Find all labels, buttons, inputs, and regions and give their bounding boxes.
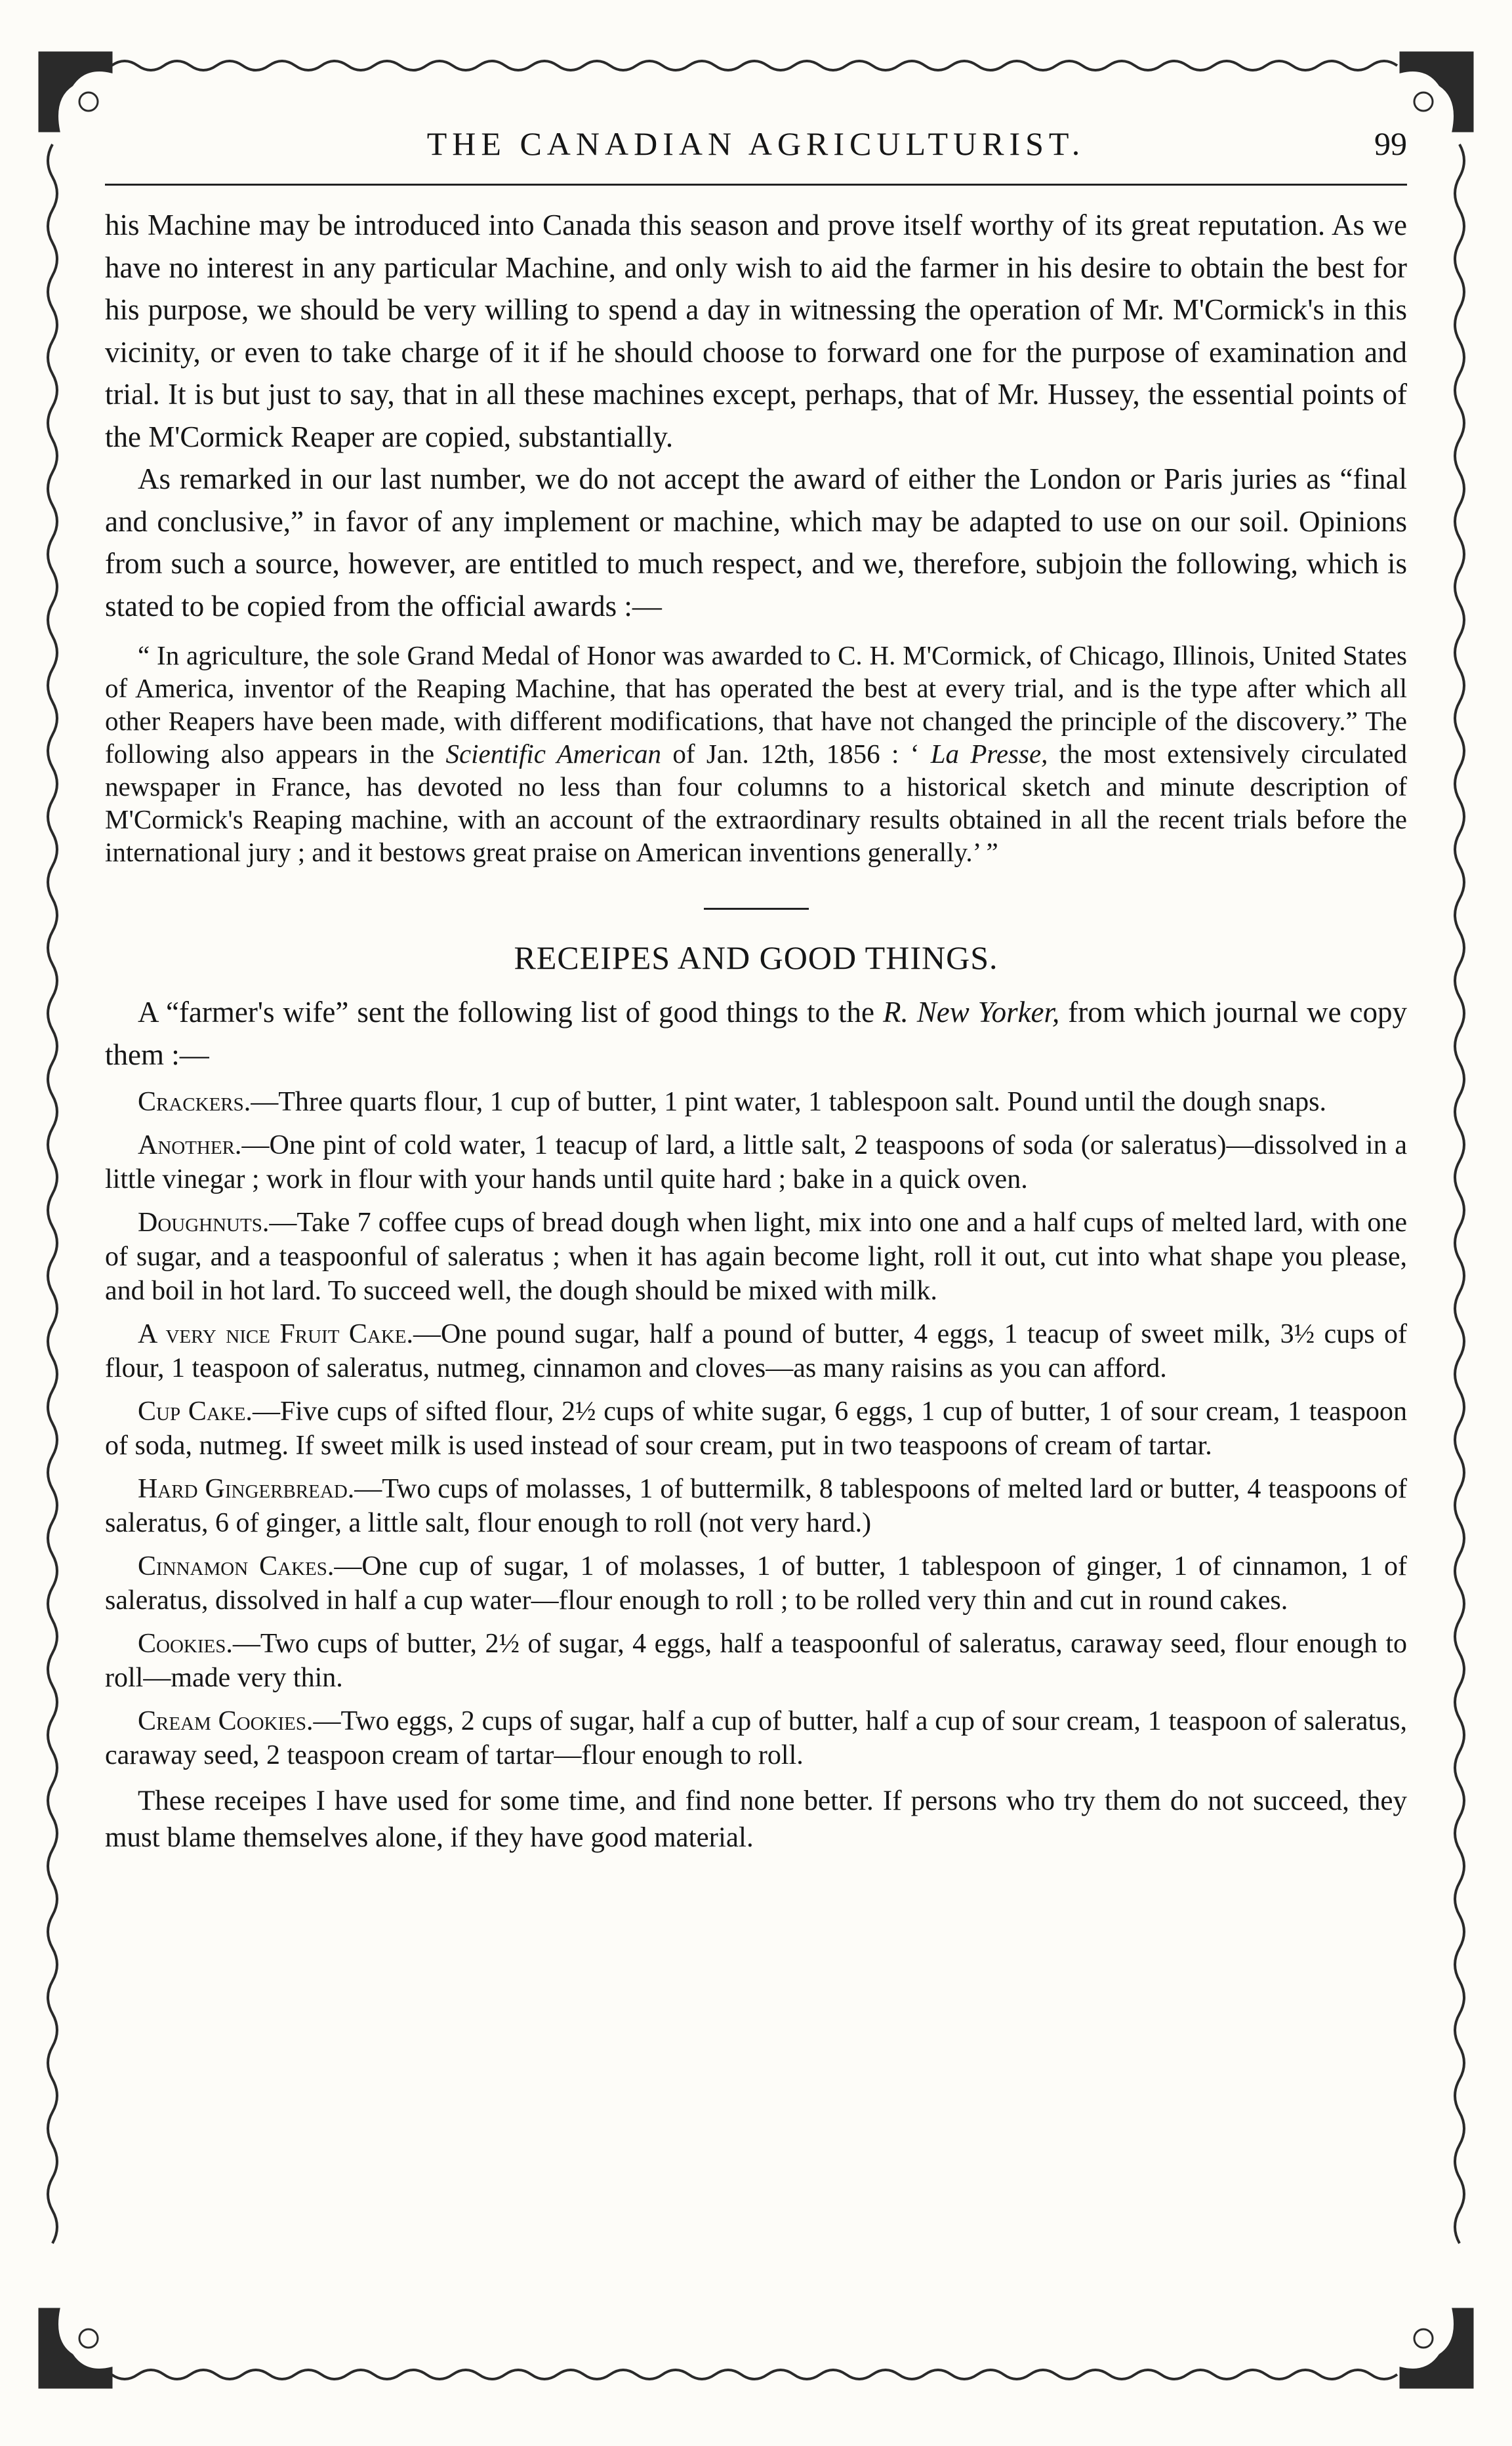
recipe-item [105, 1704, 1407, 1772]
newspaper-name: La Presse, [930, 739, 1048, 769]
intro-text: from which journal we copy them :— [105, 996, 1407, 1071]
recipe-text: —Take 7 coffee cups of bread dough when light, mix into one and a half cups of melted lard, with one of sugar, and a teaspoonful of saleratus ; when it has again become light, roll it out, cut into what shape you please, and boil in hot lard. To succeed well, the dough should be mixed with milk. [105, 1208, 1407, 1306]
recipe-text: —One pound sugar, half a pound of butter, 4 eggs, 1 teacup of sweet milk, 3½ cups of flour, 1 teaspoon of saleratus, nutmeg, cinnamon and cloves—as many raisins as you can afford. [105, 1319, 1407, 1383]
quoted-award [105, 639, 1407, 868]
recipe-text: —Five cups of sifted flour, 2½ cups of white sugar, 6 eggs, 1 cup of butter, 1 of sour cream, 1 teaspoon of soda, nutmeg. If sweet milk is used instead of sour cream, put in two teaspoons of cream of tartar. [105, 1396, 1407, 1461]
newspaper-name: R. New Yorker, [883, 996, 1060, 1029]
recipe-name: A very nice Fruit Cake. [138, 1319, 413, 1349]
recipe-item [105, 1206, 1407, 1308]
recipe-item [105, 1085, 1407, 1119]
recipe-name: Cream Cookies. [138, 1706, 314, 1736]
recipe-name: Another. [138, 1130, 242, 1160]
recipe-name: Cookies. [138, 1629, 233, 1659]
header-rule [105, 184, 1407, 186]
recipe-name: Cup Cake. [138, 1396, 253, 1427]
recipe-item [105, 1317, 1407, 1385]
section-title: RECEIPES AND GOOD THINGS. [514, 939, 998, 976]
recipe-name: Crackers. [138, 1087, 251, 1117]
recipe-text: —Two cups of butter, 2½ of sugar, 4 eggs, half a teaspoonful of saleratus, caraway seed, flour enough to roll—made very thin. [105, 1629, 1407, 1693]
recipe-item [105, 1472, 1407, 1540]
recipe-text: —One pint of cold water, 1 teacup of lard, a little salt, 2 teaspoons of soda (or saleratus)—dissolved in a little vinegar ; work in flour with your hands until quite hard ; bake in a quick oven. [105, 1130, 1407, 1194]
recipe-name: Hard Gingerbread. [138, 1474, 355, 1504]
recipe-text: —Three quarts flour, 1 cup of butter, 1 pint water, 1 tablespoon salt. Pound until the dough snaps. [251, 1087, 1326, 1117]
journal-title: THE CANADIAN AGRICULTURIST. [426, 125, 1086, 162]
recipe-text: —Two eggs, 2 cups of sugar, half a cup of butter, half a cup of sour cream, 1 teaspoon of saleratus, caraway seed, 2 teaspoon cream of tartar—flour enough to roll. [105, 1706, 1407, 1770]
journal-name: Scientific American [445, 739, 661, 769]
quote-text: “ In agriculture, the sole Grand Medal of Honor was awarded to C. H. M'Cormick, of Chicago, Illinois, United States of America, inventor of the Reaping Machine, that has operated the best at every trial, and is the type after which all other Reapers have been made, with different modifications, that have not changed the principle of the discovery.” The following also appears in the [105, 640, 1407, 769]
recipe-item [105, 1627, 1407, 1695]
recipe-item [105, 1128, 1407, 1196]
recipe-text: —One cup of sugar, 1 of molasses, 1 of butter, 1 tablespoon of ginger, 1 of cinnamon, 1 of saleratus, dissolved in half a cup water—flour enough to roll ; to be rolled very thin and cut in round cakes. [105, 1551, 1407, 1616]
article-paragraph: As remarked in our last number, we do not accept the award of either the London or Paris juries as “final and conclusive,” in favor of any implement or machine, which may be adapted to use on our soil. Opinions from such a source, however, are entitled to much respect, and we, therefore, subjoin the following, which is stated to be copied from the official awards :— [105, 462, 1407, 622]
recipe-item [105, 1549, 1407, 1618]
intro-text: A “farmer's wife” sent the following list of good things to the [138, 996, 883, 1029]
quote-text: the most extensively circulated newspaper in France, has devoted no less than four columns to a historical sketch and minute description of M'Cormick's Reaping machine, with an account of the extraordinary results obtained in all the recent trials before the international jury ; and it bestows great praise on American inventions generally.’ ” [105, 739, 1407, 867]
closing-paragraph: These receipes I have used for some time, and find none better. If persons who try them do not succeed, they must blame themselves alone, if they have good material. [105, 1785, 1407, 1853]
running-head [105, 125, 1407, 171]
page-number: 99 [1374, 125, 1407, 162]
article-paragraph: his Machine may be introduced into Canada this season and prove itself worthy of its great reputation. As we have no interest in any particular Machine, and only wish to aid the farmer in his desire to obtain the best for his purpose, we should be very willing to spend a day in witnessing the operation of Mr. M'Cormick's in this vicinity, or even to take charge of it if he should choose to forward one for the purpose of examination and trial. It is but just to say, that in all these machines except, perhaps, that of Mr. Hussey, the essential points of the M'Cormick Reaper are copied, substantially. [105, 209, 1407, 453]
recipe-name: Doughnuts. [138, 1208, 270, 1238]
recipe-text: —Two cups of molasses, 1 of buttermilk, 8 tablespoons of melted lard or butter, 4 teaspoons of saleratus, 6 of ginger, a little salt, flour enough to roll (not very hard.) [105, 1474, 1407, 1538]
section-intro [105, 991, 1407, 1076]
recipe-item [105, 1395, 1407, 1463]
section-divider [704, 908, 809, 910]
page-content [105, 125, 1407, 1856]
quote-text: of Jan. 12th, 1856 : ‘ [661, 739, 931, 769]
recipe-name: Cinnamon Cakes. [138, 1551, 335, 1581]
